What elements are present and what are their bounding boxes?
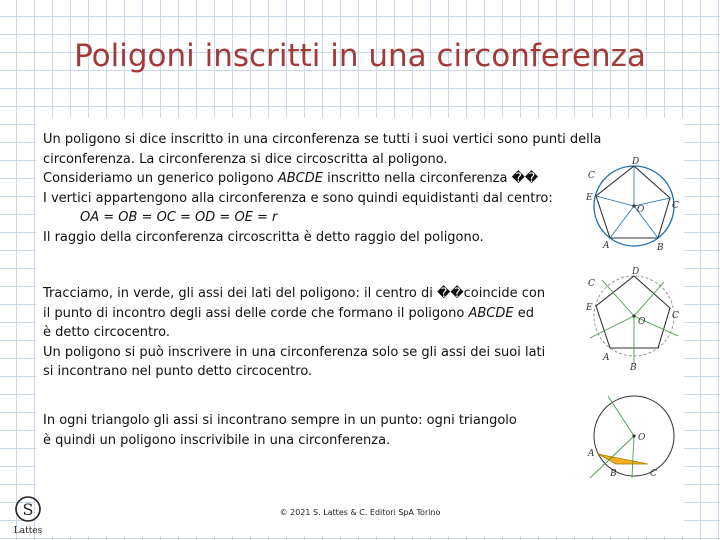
label-d: D bbox=[632, 267, 640, 277]
slide-title: Poligoni inscritti in una circonferenza bbox=[74, 38, 646, 74]
text-line: In ogni triangolo gli assi si incontrano sempre in un punto: ogni triangolo bbox=[43, 413, 517, 428]
footer-copyright: © 2021 S. Lattes & C. Editori SpA Torino bbox=[279, 508, 441, 517]
text-line: si incontrano nel punto detto circocentro. bbox=[43, 364, 313, 379]
triangle-figure bbox=[582, 388, 684, 480]
axes bbox=[590, 280, 678, 364]
pentagon-figure bbox=[572, 156, 684, 268]
center-point bbox=[632, 204, 635, 207]
label-d: D bbox=[632, 157, 640, 167]
circumcenter-point bbox=[632, 434, 635, 437]
text-span: Consideriamo un generico poligono bbox=[43, 171, 278, 186]
pentagon bbox=[596, 276, 670, 348]
label-c2: C bbox=[672, 311, 679, 321]
text-line: Il raggio della circonferenza circoscritta è detto raggio del poligono. bbox=[43, 229, 484, 245]
axes bbox=[590, 396, 634, 478]
label-c: C bbox=[588, 171, 595, 181]
label-b: B bbox=[657, 243, 664, 253]
text-line: circonferenza. La circonferenza si dice circoscritta al poligono. bbox=[43, 151, 448, 167]
logo-text: Lattes bbox=[13, 526, 43, 536]
label-a: A bbox=[588, 449, 595, 459]
equation-line bbox=[43, 208, 601, 228]
text-span: il punto di incontro degli assi delle corde che formano il poligono bbox=[43, 305, 469, 321]
paragraph-1 bbox=[43, 130, 601, 247]
label-e: E bbox=[586, 193, 593, 203]
label-e: E bbox=[586, 303, 593, 313]
triangle bbox=[598, 454, 648, 464]
label-c: C bbox=[650, 469, 657, 479]
equation: OA = OB = OC = OD = OE = r bbox=[80, 210, 278, 225]
text-line: Un poligono si dice inscritto in una circonferenza se tutti i suoi vertici sono punti della bbox=[43, 132, 602, 147]
text-line: I vertici appartengono alla circonferenza e sono quindi equidistanti dal centro: bbox=[43, 190, 553, 206]
circumcenter-point bbox=[632, 314, 635, 317]
text-line bbox=[43, 304, 545, 324]
bisectors-figure bbox=[572, 264, 684, 376]
label-o: O bbox=[638, 317, 646, 327]
text-line: è quindi un poligono inscrivibile in una circonferenza. bbox=[43, 432, 391, 448]
text-line: Un poligono si può inscrivere in una circonferenza solo se gli assi dei suoi lati bbox=[43, 344, 546, 360]
text-line: Tracciamo, in verde, gli assi dei lati del poligono: il centro di ��coincide con bbox=[43, 286, 546, 301]
text-line: è detto circocentro. bbox=[43, 325, 170, 340]
label-c: C bbox=[588, 279, 595, 289]
text-span: inscritto nella circonferenza �� bbox=[322, 171, 539, 186]
label-o: O bbox=[637, 205, 645, 215]
text-line bbox=[43, 169, 601, 189]
label-b: B bbox=[630, 363, 637, 373]
label-a: A bbox=[603, 241, 610, 251]
italic-span: ABCDE bbox=[468, 305, 514, 321]
svg-text:S: S bbox=[22, 500, 34, 519]
label-b: B bbox=[610, 469, 617, 479]
label-a: A bbox=[603, 353, 610, 363]
paragraph-2 bbox=[43, 284, 545, 382]
text-span: ed bbox=[513, 305, 534, 321]
label-c2: C bbox=[672, 201, 679, 211]
label-o: O bbox=[638, 433, 646, 443]
italic-span: ABCDE bbox=[277, 171, 323, 186]
paragraph-3 bbox=[43, 411, 517, 450]
